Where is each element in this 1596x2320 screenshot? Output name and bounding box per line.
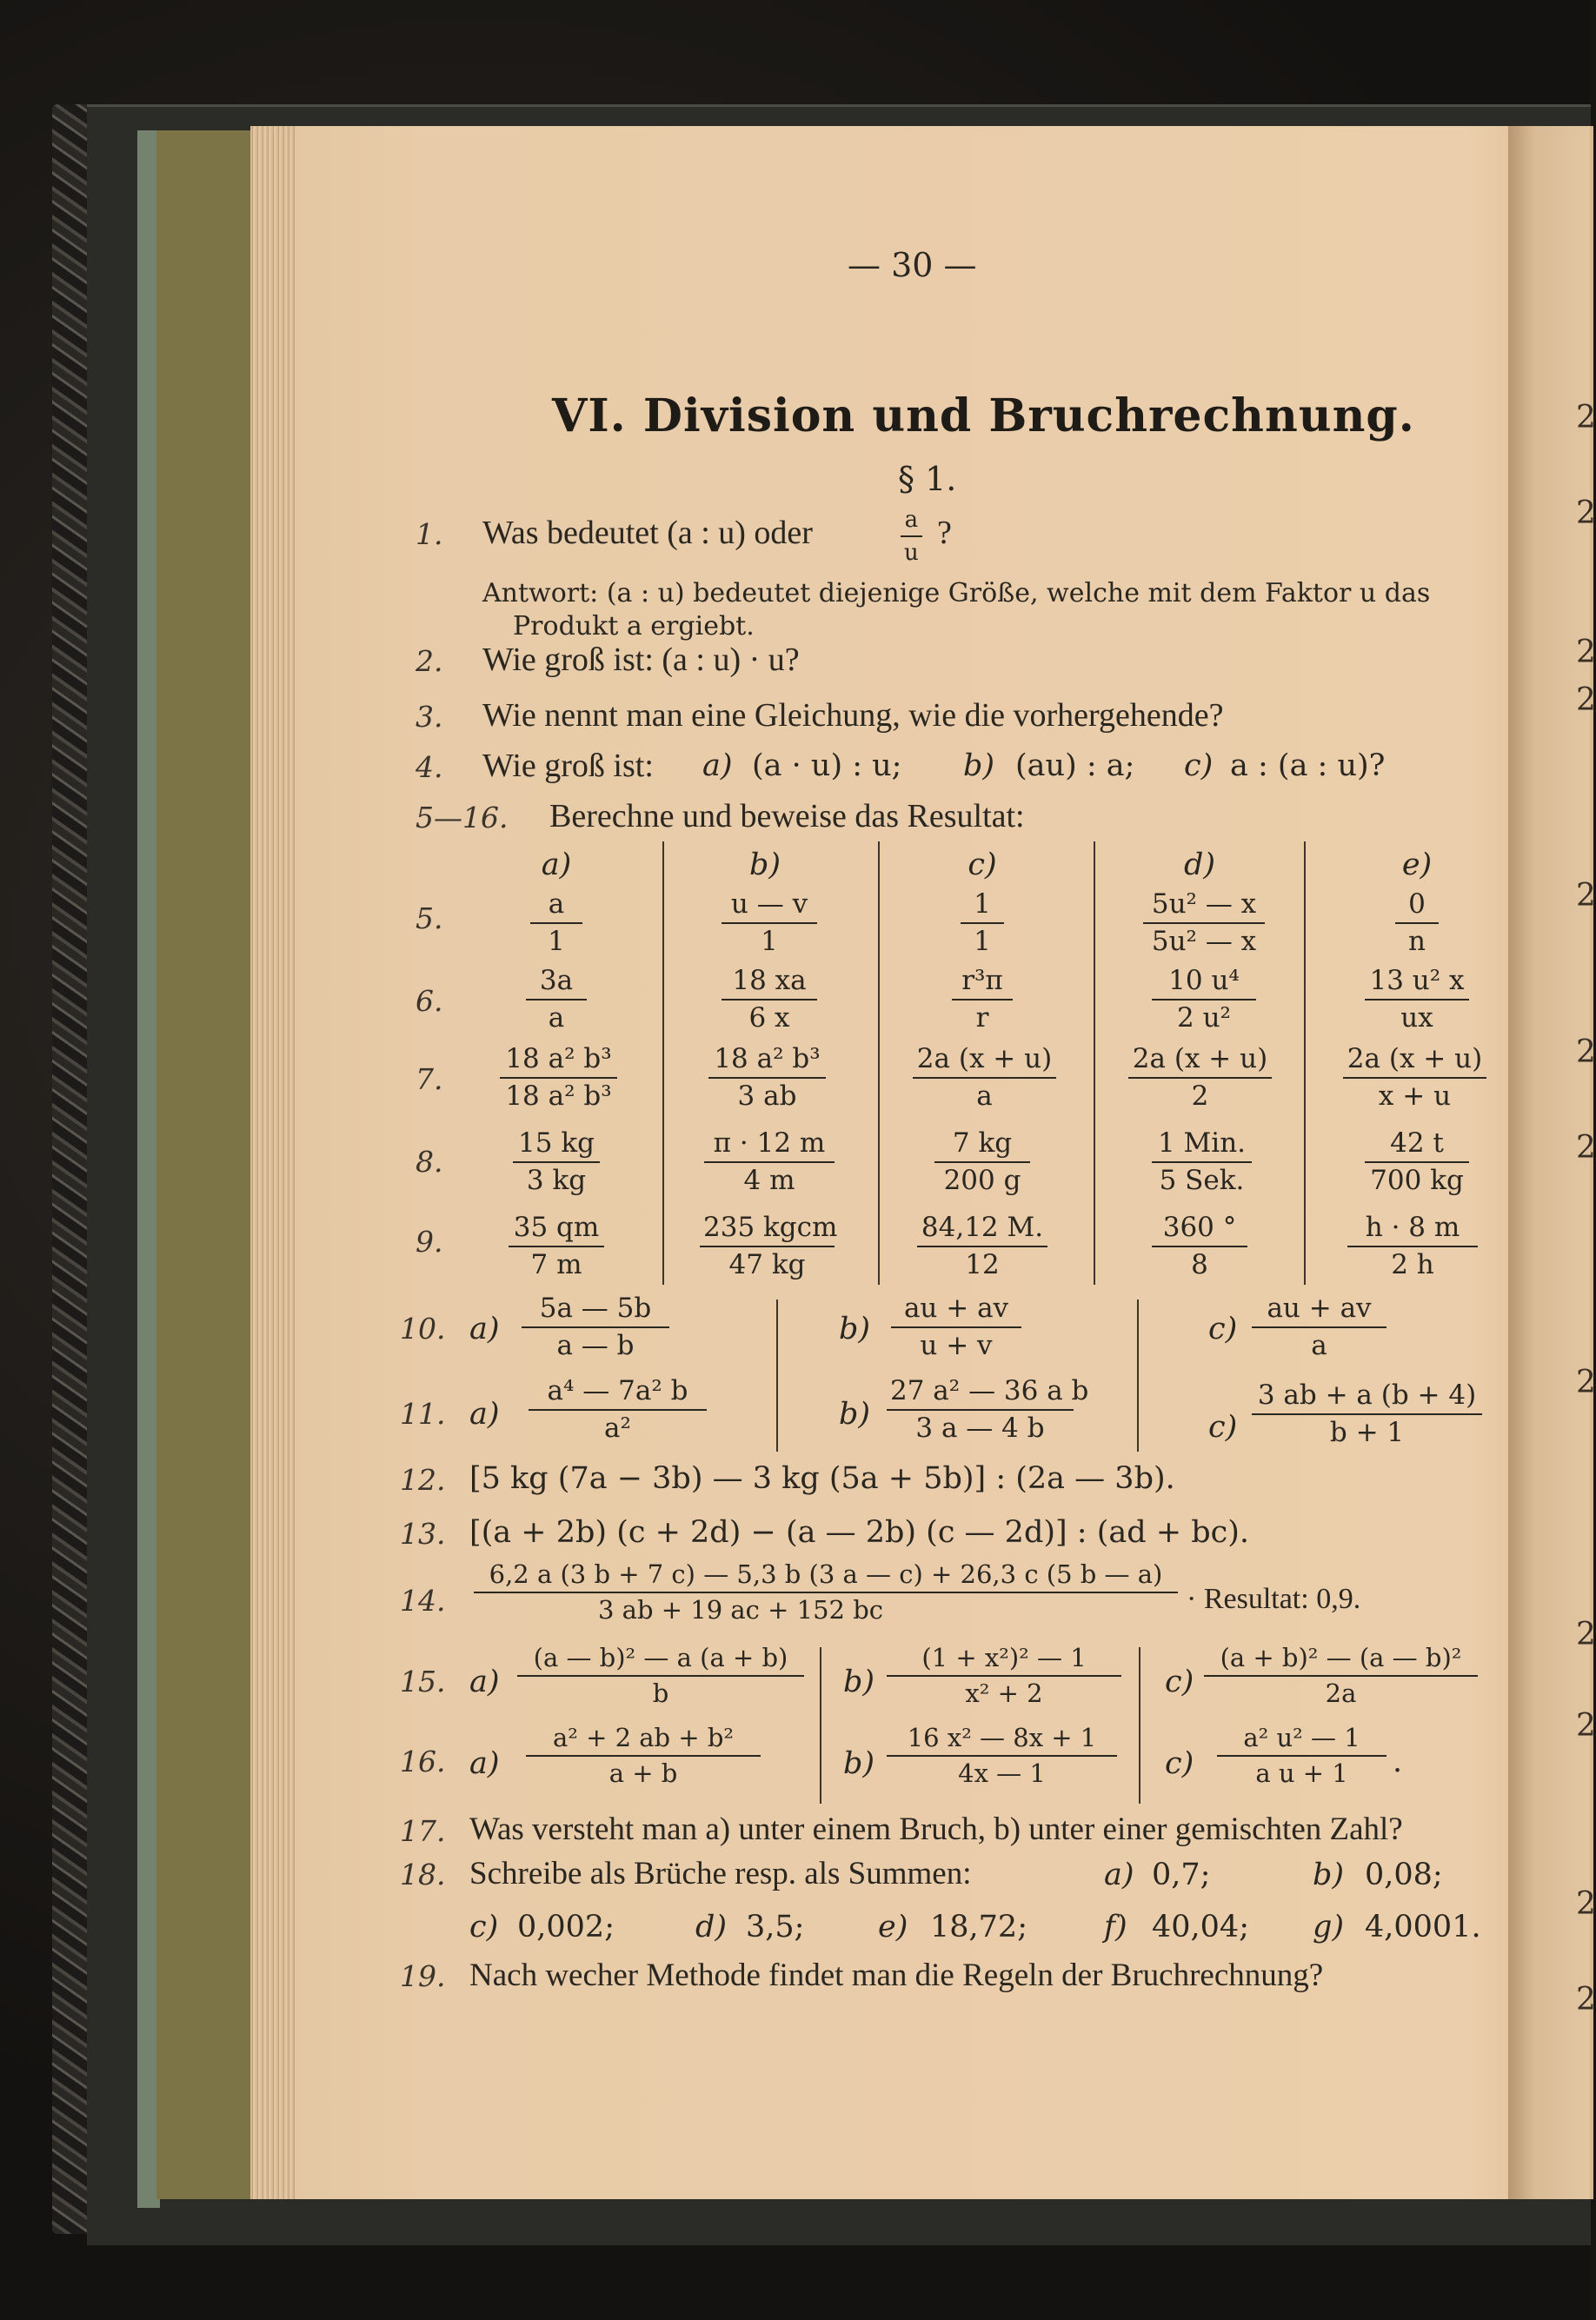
item-label: a) xyxy=(469,1665,500,1699)
item-label: c) xyxy=(1165,1746,1194,1781)
column-header: a) xyxy=(541,848,572,882)
question-number: 12. xyxy=(400,1463,446,1497)
question-text: Was versteht man a) unter einem Bruch, b) unter einer gemischten Zahl? xyxy=(469,1811,1403,1847)
table-cell-fraction: 13 u² x ux xyxy=(1365,967,1469,1032)
facing-page-mark: 2 xyxy=(1576,495,1596,531)
table-cell-fraction: 2a (x + u) a xyxy=(913,1046,1056,1110)
question-text: Wie groß ist: xyxy=(482,748,654,784)
column-header: e) xyxy=(1401,848,1433,882)
item-label: c) xyxy=(1165,1665,1194,1699)
question-number: 19. xyxy=(400,1959,446,1993)
column-header: d) xyxy=(1183,848,1216,882)
question-number: 15. xyxy=(400,1665,446,1698)
expression-fraction: a² + 2 ab + b² a + b xyxy=(526,1725,761,1786)
item-label: a) xyxy=(1104,1858,1134,1892)
item-label: c) xyxy=(1208,1410,1238,1445)
expression-fraction: (a — b)² — a (a + b) b xyxy=(517,1645,804,1706)
column-divider xyxy=(776,1300,778,1452)
table-cell-fraction: 2a (x + u) 2 xyxy=(1128,1046,1272,1110)
row-number: 8. xyxy=(416,1145,443,1179)
expression: (a · u) : u; xyxy=(752,748,902,783)
question-text: Wie nennt man eine Gleichung, wie die vorhergehende? xyxy=(482,697,1224,734)
facing-page-mark: 2 xyxy=(1576,682,1596,718)
question-number: 10. xyxy=(400,1312,446,1346)
facing-page-mark: 2 xyxy=(1576,1617,1596,1652)
table-cell-fraction: r³π r xyxy=(952,967,1013,1032)
expression: 18,72; xyxy=(930,1910,1027,1944)
expression-fraction: 27 a² — 36 a b 3 a — 4 b xyxy=(887,1378,1074,1442)
item-label: a) xyxy=(469,1746,500,1781)
expression: 4,0001. xyxy=(1365,1910,1481,1944)
question-number: 2. xyxy=(416,644,443,678)
table-cell-fraction: 2a (x + u) x + u xyxy=(1343,1046,1486,1110)
row-number: 5. xyxy=(416,901,443,935)
expression-fraction: a² u² — 1 a u + 1 xyxy=(1217,1725,1387,1786)
table-cell-fraction: 1 Min. 5 Sek. xyxy=(1152,1130,1252,1194)
facing-page-mark: 2 xyxy=(1576,1034,1596,1070)
item-label: c) xyxy=(1208,1312,1238,1346)
page-leaf-edges xyxy=(250,126,296,2199)
endpaper-board xyxy=(156,130,256,2199)
section-heading: § 1. xyxy=(898,460,957,498)
question-number: 16. xyxy=(400,1745,446,1778)
item-label: e) xyxy=(878,1910,908,1944)
table-cell-fraction: 3a a xyxy=(526,967,587,1032)
expression: 0,08; xyxy=(1365,1858,1443,1892)
question-text: Nach wecher Methode findet man die Regeln der Bruchrechnung? xyxy=(469,1958,1324,1993)
column-divider xyxy=(1137,1300,1139,1452)
question-number: 3. xyxy=(416,700,443,734)
item-label: b) xyxy=(1313,1858,1345,1892)
table-cell-fraction: 18 xa 6 x xyxy=(722,967,817,1032)
facing-page-mark: 2 xyxy=(1576,1130,1596,1166)
question-mark: ? xyxy=(937,515,952,551)
table-cell-fraction: 235 kgcm 47 kg xyxy=(700,1214,835,1279)
question-text: Schreibe als Brüche resp. als Summen: xyxy=(469,1856,972,1891)
question-number: 11. xyxy=(400,1397,446,1431)
table-divider xyxy=(1094,841,1095,1285)
question-text: Was bedeutet (a : u) oder xyxy=(482,515,813,551)
item-label: c) xyxy=(469,1910,499,1944)
facing-page-mark: 2 xyxy=(1576,878,1596,914)
table-cell-fraction: 7 kg 200 g xyxy=(934,1130,1030,1194)
question-number: 4. xyxy=(416,750,443,784)
item-label: d) xyxy=(695,1910,728,1944)
expression-fraction: 16 x² — 8x + 1 4x — 1 xyxy=(887,1725,1117,1786)
item-label: b) xyxy=(963,748,995,783)
table-cell-fraction: π · 12 m 4 m xyxy=(704,1130,835,1194)
expression-fraction: 6,2 a (3 b + 7 c) — 5,3 b (3 a — c) + 26,3 c (5 b — a) 3 ab + 19 ac + 152 bc xyxy=(474,1562,1178,1623)
expression: 40,04; xyxy=(1152,1910,1249,1944)
table-divider xyxy=(662,841,664,1285)
table-cell-fraction: 35 qm 7 m xyxy=(509,1214,604,1279)
table-cell-fraction: 10 u⁴ 2 u² xyxy=(1152,967,1256,1032)
column-header: b) xyxy=(748,848,781,882)
table-cell-fraction: h · 8 m 2 h xyxy=(1347,1214,1478,1279)
expression: 0,7; xyxy=(1152,1858,1211,1892)
question-text: Berechne und beweise das Resultat: xyxy=(549,798,1025,834)
table-cell-fraction: 0 n xyxy=(1395,891,1439,955)
punctuation: . xyxy=(1393,1745,1403,1779)
table-divider xyxy=(1304,841,1306,1285)
facing-page-mark: 2 xyxy=(1576,1708,1596,1744)
table-cell-fraction: 360 ° 8 xyxy=(1152,1214,1247,1279)
table-cell-fraction: 84,12 M. 12 xyxy=(917,1214,1047,1279)
table-cell-fraction: 42 t 700 kg xyxy=(1365,1130,1469,1194)
table-cell-fraction: u — v 1 xyxy=(722,891,817,955)
expression-fraction: 3 ab + a (b + 4) b + 1 xyxy=(1252,1382,1482,1446)
expression: 0,002; xyxy=(517,1910,615,1944)
item-label: a) xyxy=(469,1397,500,1432)
expression: (au) : a; xyxy=(1015,748,1135,783)
question-number: 14. xyxy=(400,1584,446,1618)
item-label: g) xyxy=(1313,1910,1345,1944)
item-label: b) xyxy=(839,1397,871,1432)
item-label: c) xyxy=(1184,748,1214,783)
facing-page-mark: 2 xyxy=(1576,635,1596,670)
question-number: 5—16. xyxy=(416,801,509,834)
question-number: 18. xyxy=(400,1858,446,1891)
result-text: · Resultat: 0,9. xyxy=(1187,1583,1361,1615)
row-number: 6. xyxy=(416,984,443,1018)
facing-page-mark: 2 xyxy=(1576,1886,1596,1922)
facing-page-mark: 2 xyxy=(1576,400,1596,435)
column-divider xyxy=(1139,1647,1140,1804)
item-label: b) xyxy=(843,1665,875,1699)
expression-fraction: au + av u + v xyxy=(891,1295,1021,1359)
table-divider xyxy=(878,841,880,1285)
question-number: 1. xyxy=(416,517,443,551)
item-label: f) xyxy=(1104,1910,1127,1944)
table-cell-fraction: 18 a² b³ 3 ab xyxy=(708,1046,826,1110)
table-cell-fraction: a 1 xyxy=(530,891,582,955)
expression-fraction: (1 + x²)² — 1 x² + 2 xyxy=(887,1645,1121,1706)
question-text: Wie groß ist: (a : u) · u? xyxy=(482,641,800,678)
chapter-title: VI. Division und Bruchrechnung. xyxy=(552,389,1415,442)
facing-page-mark: 2 xyxy=(1576,1365,1596,1400)
table-cell-fraction: 1 1 xyxy=(961,891,1004,955)
facing-page-mark: 2 xyxy=(1576,1982,1596,2018)
expression: [5 kg (7a − 3b) — 3 kg (5a + 5b)] : (2a — 3b). xyxy=(469,1461,1175,1496)
expression-fraction: au + av a xyxy=(1252,1295,1387,1359)
question-number: 17. xyxy=(400,1814,446,1848)
expression: [(a + 2b) (c + 2d) − (a — 2b) (c — 2d)] : (ad + bc). xyxy=(469,1515,1249,1550)
expression: 3,5; xyxy=(746,1910,805,1944)
table-cell-fraction: 18 a² b³ 18 a² b³ xyxy=(500,1046,617,1110)
item-label: a) xyxy=(702,748,733,783)
item-label: b) xyxy=(843,1746,875,1781)
table-cell-fraction: 5u² — x 5u² — x xyxy=(1143,891,1265,955)
answer-line: Produkt a ergiebt. xyxy=(513,611,755,641)
column-header: c) xyxy=(968,848,997,882)
inline-fraction: a u xyxy=(901,509,922,564)
expression-fraction: 5a — 5b a — b xyxy=(522,1295,669,1359)
item-label: b) xyxy=(839,1312,871,1346)
expression-fraction: (a + b)² — (a — b)² 2a xyxy=(1204,1645,1478,1706)
item-label: a) xyxy=(469,1312,500,1346)
expression: a : (a : u)? xyxy=(1230,748,1386,783)
page-number: — 30 — xyxy=(848,246,977,284)
expression-fraction: a⁴ — 7a² b a² xyxy=(529,1378,707,1442)
answer-line: Antwort: (a : u) bedeutet diejenige Größe, welche mit dem Faktor u das xyxy=(482,578,1431,608)
column-divider xyxy=(820,1647,821,1804)
question-number: 13. xyxy=(400,1517,446,1551)
row-number: 7. xyxy=(416,1062,443,1096)
row-number: 9. xyxy=(416,1225,443,1259)
table-cell-fraction: 15 kg 3 kg xyxy=(513,1130,600,1194)
